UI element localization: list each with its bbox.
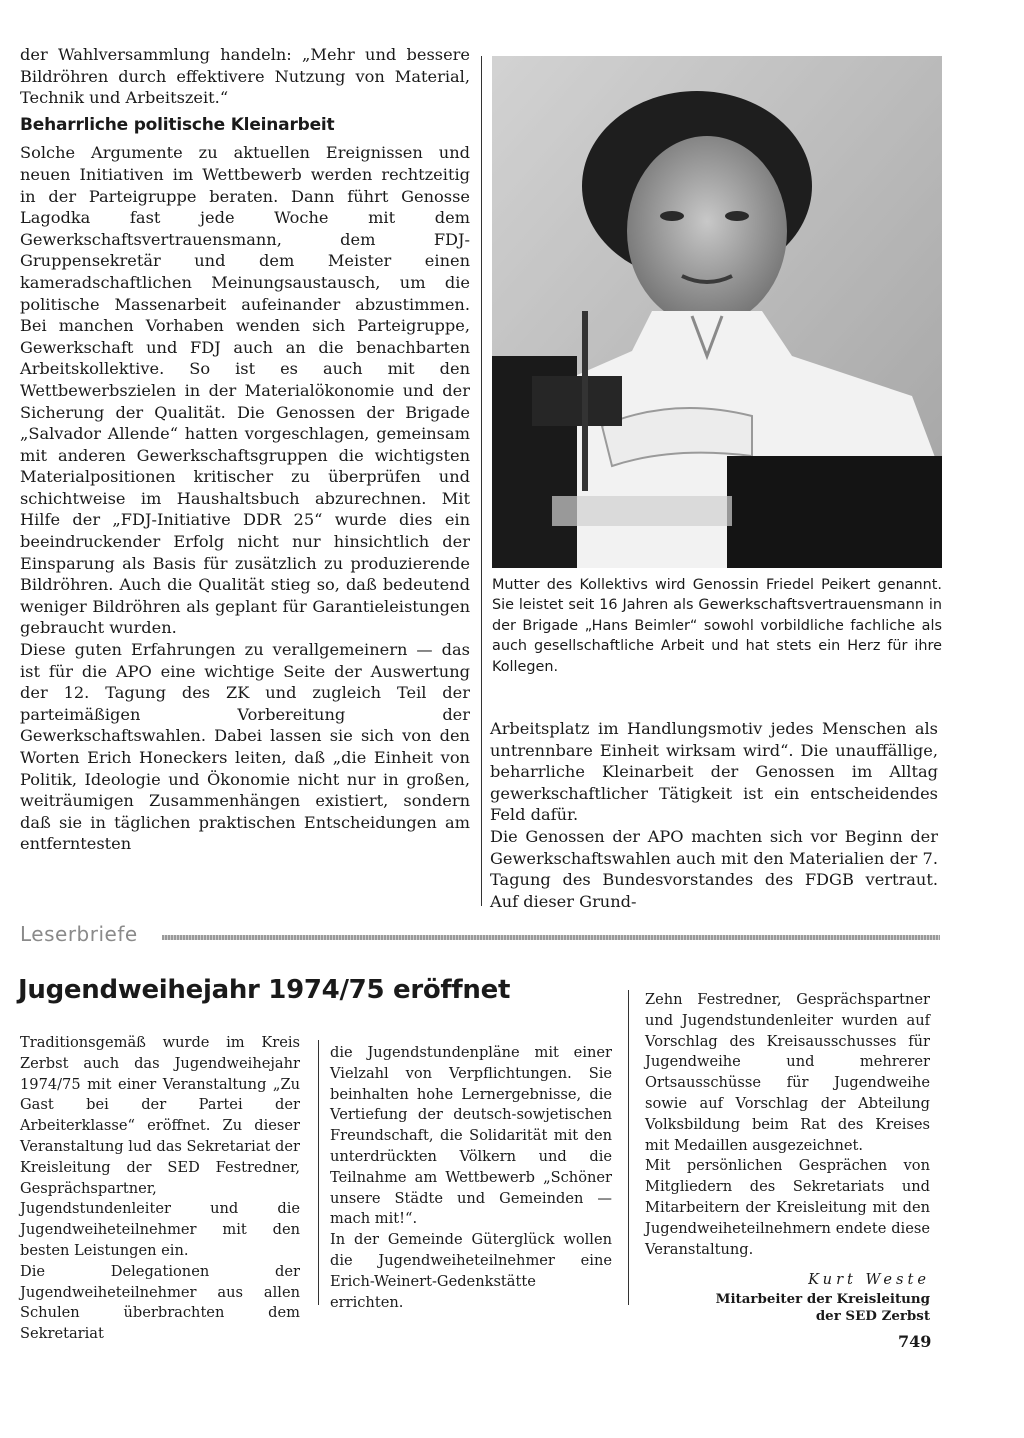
body-paragraph: Die Genossen der APO machten sich vor Beginn der Gewerkschaftswahlen auch mit den Materialien der 7. Tagung des Bundesvorstandes des FDGB vertraut. Auf dieser Grund- [490,826,938,911]
body-paragraph: Solche Argumente zu aktuellen Ereignissen und neuen Initiativen im Wettbewerb werden rechtzeitig in der Parteigruppe beraten. Dann führt Genosse Lagodka fast jede Woche mit dem Gewerkschaftsvertrauensmann, dem FDJ-Gruppensekretär und dem Meister einen kameradschaftlichen Meinungsaustausch, um die politische Massenarbeit aufeinander abzustimmen. Bei manchen Vorhaben wenden sich Parteigruppe, Gewerkschaft und FDJ auch an die benachbarten Arbeitskollektive. So ist es auch mit den Wettbewerbszielen in der Materialökonomie und der Sicherung der Qualität. Die Genossen der Brigade „Salvador Allende“ hatten vorgeschlagen, gemeinsam mit anderen Gewerkschaftsgruppen die wichtigsten Materialpositionen kritischer zu überprüfen und schichtweise im Haushaltsbuch abzurechnen. Mit Hilfe der „FDJ-Initiative DDR 25“ wurde dies ein beeindruckender Erfolg nicht nur hinsichtlich der Einsparung als Basis für zusätzlich zu produzierende Bildröhren. Auch die Qualität stieg so, daß bedeutend weniger Bildröhren als geplant für Garantieleistungen gebraucht wurden. [20,143,470,638]
letter-headline: Jugendweihejahr 1974/75 eröffnet [18,975,511,1005]
intro-paragraph: der Wahlversammlung handeln: „Mehr und bessere Bildröhren durch effektivere Nutzung von Material, Technik und Arbeitszeit.“ [20,45,470,108]
photo-caption: Mutter des Kollektivs wird Genossin Friedel Peikert genannt. Sie leistet seit 16 Jahren als Gewerkschaftsvertrauensmann in der Brigade „Hans Beimler“ sowohl vorbildliche fachliche als auch gesellschaftliche Arbeit und hat stets ein Herz für ihre Kollegen. [492,577,942,675]
letter-paragraph: Die Delegationen der Jugendweiheteilnehmer aus allen Schulen überbrachten dem Sekretariat [20,1262,300,1343]
body-paragraph: Diese guten Erfahrungen zu verallgemeinern — das ist für die APO eine wichtige Seite der Auswertung der 12. Tagung des ZK und zugleich Teil der parteimäßigen Vorbereitung der Gewerkschaftswahlen. Dabei lassen sie sich von den Worten Erich Honeckers leiten, daß „die Einheit von Politik, Ideologie und Ökonomie nicht nur in großen, weiträumigen Zusammenhängen existiert, sondern daß sie in täglichen praktischen Entscheidungen am entferntesten [20,640,470,854]
column-divider [481,56,482,906]
letter-column-1 [20,1033,300,1345]
left-column [20,44,470,855]
signature-role: der SED Zerbst [815,1308,930,1325]
letter-column-2 [330,1043,612,1313]
signature-role: Mitarbeiter der Kreisleitung [715,1291,930,1308]
letter-paragraph: Mit persönlichen Gesprächen von Mitgliedern des Sekretariats und Mitarbeitern der Kreisleitung mit den Jugendweiheteilnehmern endete diese Veranstaltung. [645,1157,930,1258]
signature-name: Kurt Weste [808,1271,930,1289]
letter-paragraph: In der Gemeinde Güterglück wollen die Jugendweiheteilnehmer eine Erich-Weinert-Gedenkstätte errichten. [330,1231,612,1311]
letter-paragraph: die Jugendstundenpläne mit einer Vielzahl von Verpflichtungen. Sie beinhalten hohe Lernergebnisse, die Vertiefung der deutsch-sowjetischen Freundschaft, die Solidarität mit den unterdrückten Völkern und die Teilnahme am Wettbewerb „Schöner unsere Städte und Gemeinden — mach mit!“. [330,1044,612,1228]
letter-paragraph: Zehn Festredner, Gesprächspartner und Jugendstundenleiter wurden auf Vorschlag des Kreisausschusses für Jugendweihe und mehrerer Ortsausschüsse für Jugendweihe sowie auf Vorschlag der Abteilung Volksbildung beim Rat des Kreises mit Medaillen ausgezeichnet. [645,991,930,1154]
column-divider [628,990,629,1305]
body-paragraph: Arbeitsplatz im Handlungsmotiv jedes Menschen als untrennbare Einheit wirksam wird“. Die unauffällige, beharrliche Kleinarbeit der Genossen im Alltag gewerkschaftlicher Tätigkeit ist ein entscheidendes Feld dafür. [490,719,938,825]
section-heading: Beharrliche politische Kleinarbeit [20,114,335,135]
letter-paragraph: Traditionsgemäß wurde im Kreis Zerbst auch das Jugendweihejahr 1974/75 mit einer Veranstaltung „Zu Gast bei der Partei der Arbeiterklasse“ eröffnet. Zu dieser Veranstaltung lud das Sekretariat der Kreisleitung der SED Festredner, Gesprächspartner, Jugendstundenleiter und die Jugendweiheteilnehmer mit den besten Leistungen ein. [20,1034,300,1259]
right-column [490,718,938,912]
column-divider [318,1040,319,1305]
portrait-photo [492,56,942,568]
section-label: Leserbriefe [20,922,138,946]
section-rule [162,935,940,940]
photo-illustration [492,56,942,568]
page-number: 749 [898,1332,932,1351]
letter-column-3 [645,990,930,1325]
